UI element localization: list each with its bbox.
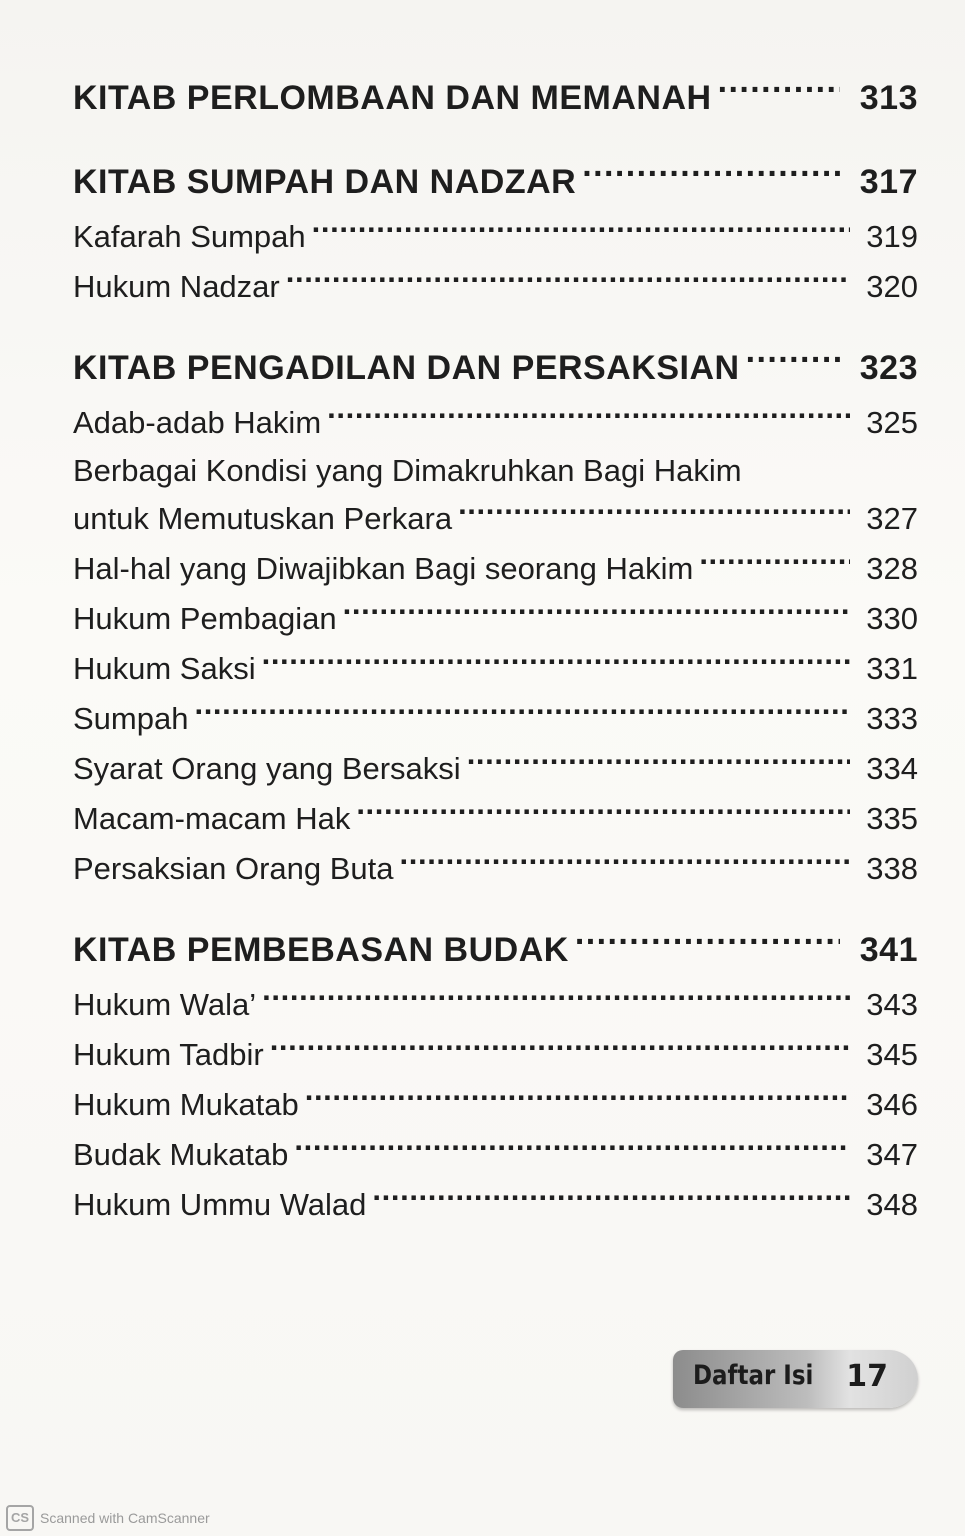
leader-dots bbox=[372, 1184, 850, 1215]
toc-section bbox=[73, 70, 918, 126]
leader-dots bbox=[718, 75, 840, 109]
toc-entry bbox=[73, 1080, 918, 1130]
leader-dots bbox=[294, 1134, 850, 1165]
toc-entry-page: 335 bbox=[866, 801, 918, 836]
toc-entry-page: 331 bbox=[866, 651, 918, 686]
toc-entry-page: 347 bbox=[866, 1137, 918, 1172]
camscanner-logo-icon: CS bbox=[6, 1505, 34, 1531]
toc-entry-label: Hukum Saksi bbox=[73, 651, 256, 686]
toc-heading-page: 313 bbox=[859, 79, 918, 117]
toc-entry-label: Sumpah bbox=[73, 701, 189, 736]
toc-entry-label: Hukum Nadzar bbox=[73, 269, 280, 304]
leader-dots bbox=[458, 498, 850, 529]
toc-entry-label: Macam-macam Hak bbox=[73, 801, 351, 836]
toc-entry bbox=[73, 212, 918, 262]
toc-entry bbox=[73, 544, 918, 594]
leader-dots bbox=[582, 159, 840, 193]
scanner-watermark bbox=[6, 1505, 210, 1531]
toc-entry-label: Hal-hal yang Diwajibkan Bagi seorang Hakim bbox=[73, 551, 694, 586]
toc-entry-label-continued: untuk Memutuskan Perkara bbox=[73, 501, 453, 536]
page-footer-tab bbox=[673, 1350, 918, 1408]
toc-heading bbox=[73, 922, 918, 978]
toc-entry-label: Kafarah Sumpah bbox=[73, 219, 306, 254]
leader-dots bbox=[746, 345, 840, 379]
toc-entry bbox=[73, 1180, 918, 1230]
toc-heading-title: KITAB PEMBEBASAN BUDAK bbox=[73, 931, 569, 969]
toc-heading bbox=[73, 70, 918, 126]
toc-heading bbox=[73, 340, 918, 396]
table-of-contents bbox=[73, 70, 918, 1258]
toc-entry bbox=[73, 980, 918, 1030]
toc-entry-page: 319 bbox=[866, 219, 918, 254]
toc-entry-page: 346 bbox=[866, 1087, 918, 1122]
leader-dots bbox=[312, 216, 850, 247]
toc-heading-title: KITAB SUMPAH DAN NADZAR bbox=[73, 163, 577, 201]
toc-entry-page: 343 bbox=[866, 987, 918, 1022]
toc-heading-title: KITAB PENGADILAN DAN PERSAKSIAN bbox=[73, 349, 740, 387]
toc-entry-page: 328 bbox=[866, 551, 918, 586]
leader-dots bbox=[467, 748, 850, 779]
leader-dots bbox=[262, 984, 850, 1015]
toc-entry-page: 345 bbox=[866, 1037, 918, 1072]
leader-dots bbox=[194, 698, 850, 729]
toc-entry-label: Syarat Orang yang Bersaksi bbox=[73, 751, 461, 786]
toc-heading-page: 323 bbox=[859, 349, 918, 387]
leader-dots bbox=[270, 1034, 850, 1065]
leader-dots bbox=[305, 1084, 850, 1115]
toc-entry-label: Hukum Pembagian bbox=[73, 601, 337, 636]
toc-section bbox=[73, 154, 918, 312]
toc-entry bbox=[73, 694, 918, 744]
toc-entry bbox=[73, 844, 918, 894]
leader-dots bbox=[327, 402, 850, 433]
toc-heading-page: 317 bbox=[859, 163, 918, 201]
toc-entry bbox=[73, 1130, 918, 1180]
footer-section-label: Daftar Isi bbox=[693, 1360, 814, 1391]
toc-entry-label: Adab-adab Hakim bbox=[73, 405, 322, 440]
toc-heading-title: KITAB PERLOMBAAN DAN MEMANAH bbox=[73, 79, 712, 117]
toc-entry bbox=[73, 1030, 918, 1080]
toc-entry-page: 348 bbox=[866, 1187, 918, 1222]
toc-section bbox=[73, 340, 918, 894]
toc-entry bbox=[73, 262, 918, 312]
toc-entry-page: 333 bbox=[866, 701, 918, 736]
toc-entry-label: Hukum Ummu Walad bbox=[73, 1187, 367, 1222]
leader-dots bbox=[575, 927, 840, 961]
leader-dots bbox=[286, 266, 850, 297]
toc-entry-page: 334 bbox=[866, 751, 918, 786]
toc-entry-label: Budak Mukatab bbox=[73, 1137, 289, 1172]
toc-entry-page: 320 bbox=[866, 269, 918, 304]
leader-dots bbox=[400, 848, 850, 879]
toc-entry bbox=[73, 794, 918, 844]
toc-entry-label: Berbagai Kondisi yang Dimakruhkan Bagi Hakim bbox=[73, 453, 742, 488]
toc-entry-page: 338 bbox=[866, 851, 918, 886]
leader-dots bbox=[343, 598, 850, 629]
toc-entry bbox=[73, 594, 918, 644]
toc-entry bbox=[73, 494, 918, 544]
toc-entry-label: Hukum Tadbir bbox=[73, 1037, 264, 1072]
toc-entry-page: 330 bbox=[866, 601, 918, 636]
toc-entry-label: Persaksian Orang Buta bbox=[73, 851, 394, 886]
toc-section bbox=[73, 922, 918, 1230]
leader-dots bbox=[262, 648, 850, 679]
footer-page-number: 17 bbox=[846, 1359, 888, 1394]
toc-entry-label: Hukum Wala’ bbox=[73, 987, 257, 1022]
leader-dots bbox=[699, 548, 850, 579]
leader-dots bbox=[356, 798, 850, 829]
toc-heading-page: 341 bbox=[859, 931, 918, 969]
toc-heading bbox=[73, 154, 918, 210]
toc-entry-page: 325 bbox=[866, 405, 918, 440]
scanner-watermark-text: Scanned with CamScanner bbox=[40, 1510, 210, 1526]
toc-entry-label: Hukum Mukatab bbox=[73, 1087, 299, 1122]
toc-entry bbox=[73, 398, 918, 448]
toc-entry-line1 bbox=[73, 448, 918, 494]
toc-entry-page: 327 bbox=[866, 501, 918, 536]
toc-entry bbox=[73, 744, 918, 794]
toc-entry bbox=[73, 644, 918, 694]
